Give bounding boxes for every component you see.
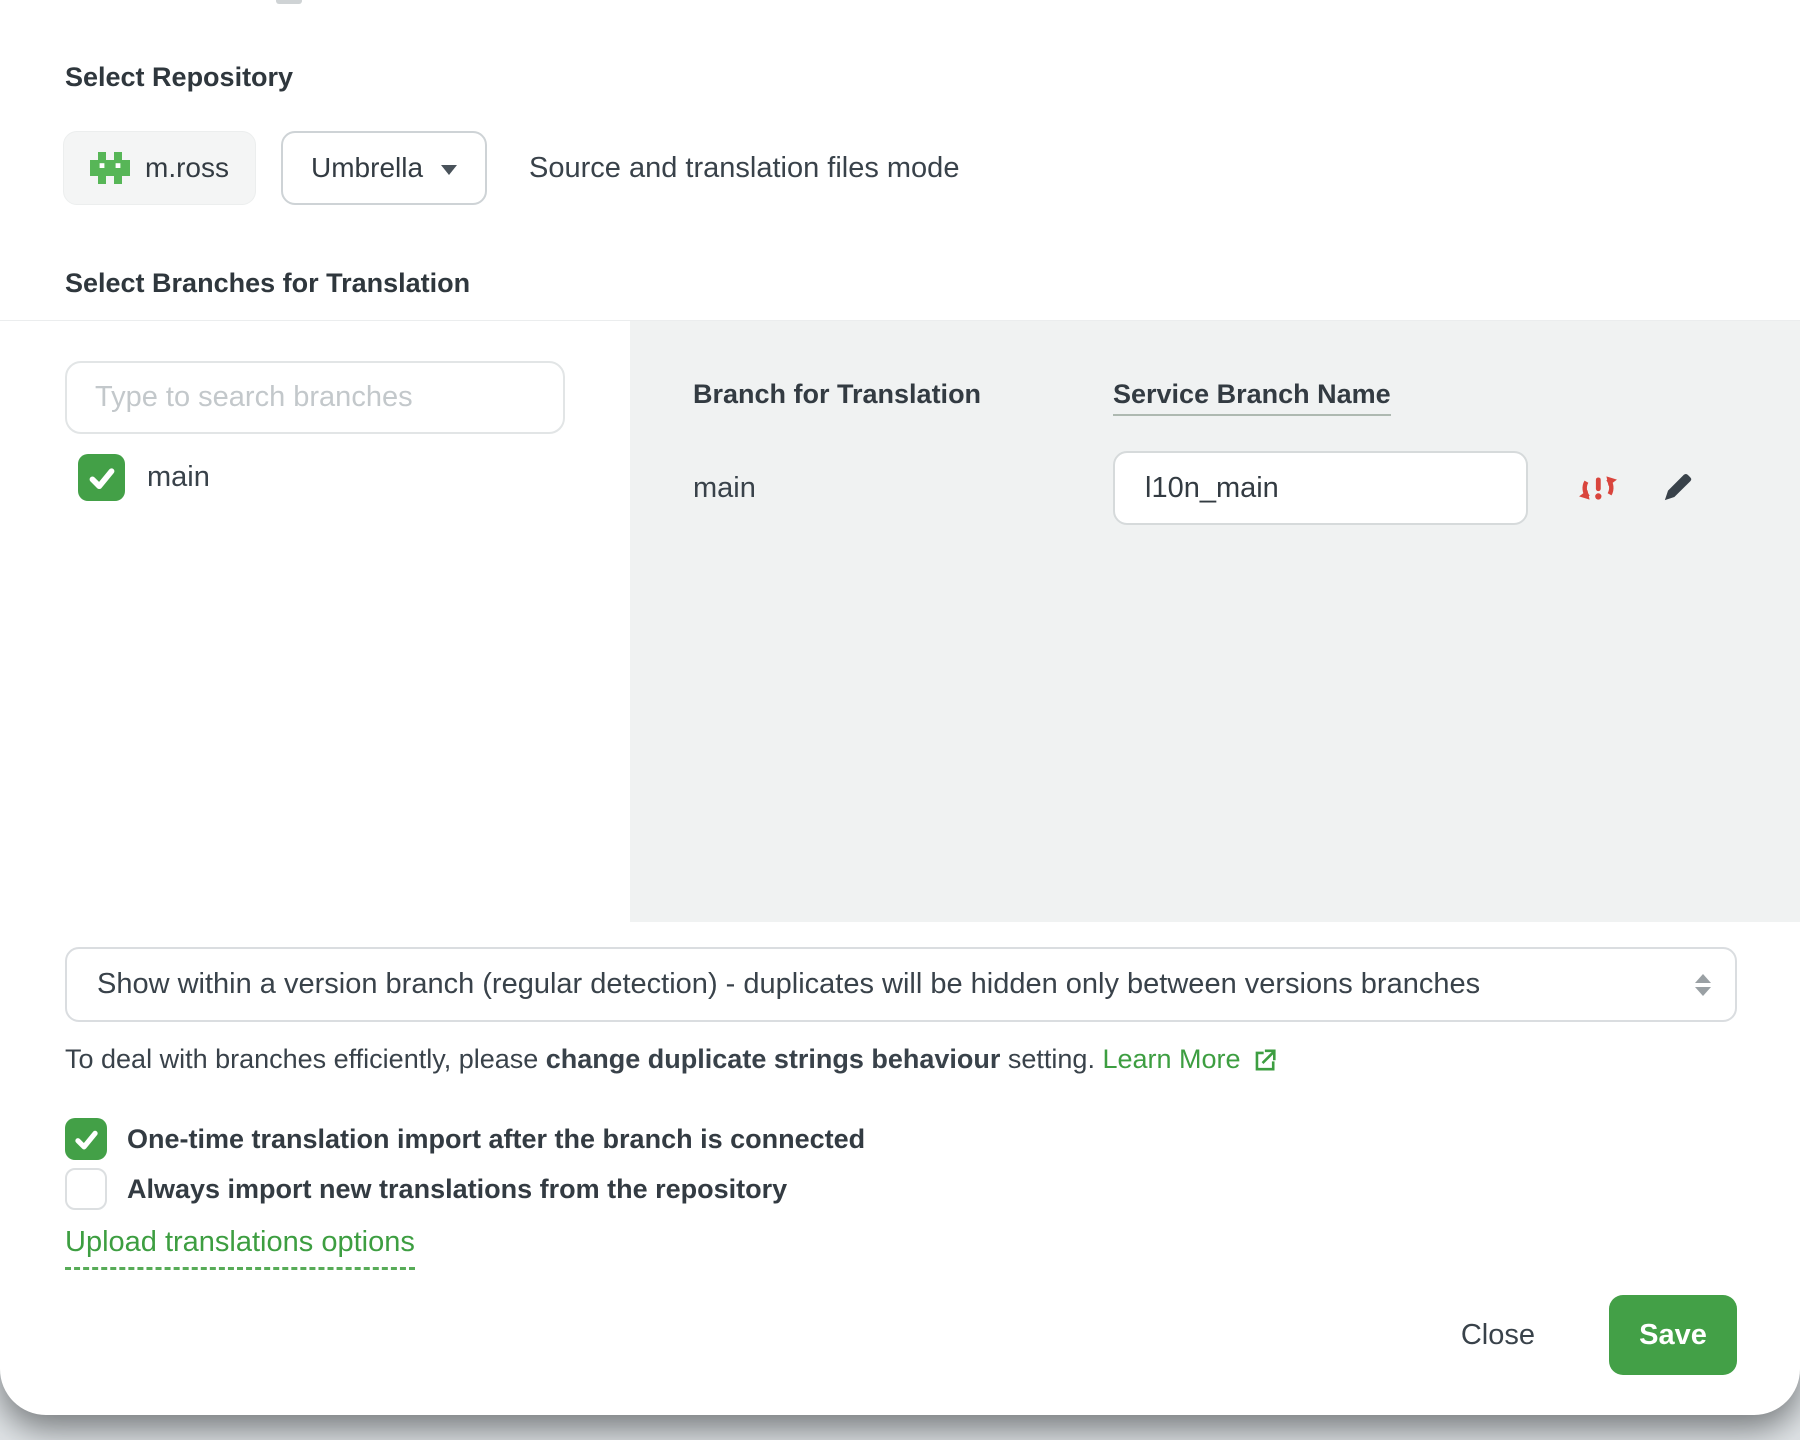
one-time-import-label: One-time translation import after the branch is connected [127,1123,866,1154]
upload-translations-options-link[interactable]: Upload translations options [65,1226,415,1270]
project-dropdown[interactable] [281,131,487,205]
branches-panel [0,320,1800,922]
learn-more-label: Learn More [1102,1044,1241,1074]
branch-list-item-main[interactable] [78,454,210,501]
checkmark-icon [73,1126,100,1153]
learn-more-link[interactable] [1102,1044,1276,1075]
duplicate-strings-select[interactable] [65,947,1737,1022]
repository-identicon-icon [90,151,130,185]
select-repository-heading: Select Repository [65,62,294,92]
one-time-import-option[interactable] [65,1118,865,1160]
checkmark-icon [87,463,117,493]
scrolled-element-remnant [276,0,302,4]
row-actions [1578,468,1696,508]
one-time-import-checkbox-checked[interactable] [65,1118,107,1160]
select-branches-heading: Select Branches for Translation [65,268,471,298]
project-dropdown-value: Umbrella [311,152,424,183]
dialog-footer [1443,1295,1737,1375]
edit-service-branch-button[interactable] [1658,469,1696,507]
pencil-icon [1658,469,1696,507]
service-branch-name-input[interactable] [1113,451,1528,525]
always-import-option[interactable] [65,1168,787,1210]
service-branch-name-header: Service Branch Name [1113,379,1391,416]
external-link-icon [1251,1047,1277,1073]
branch-list-pane [0,321,630,922]
branch-search-input[interactable] [65,361,565,434]
branch-name-label: main [147,461,210,493]
repository-account-label: m.ross [145,152,229,183]
chevron-down-icon [441,165,457,175]
files-mode-text: Source and translation files mode [529,151,960,184]
service-branch-row [693,451,1760,525]
branch-checkbox-checked[interactable] [78,454,125,501]
always-import-checkbox-unchecked[interactable] [65,1168,107,1210]
help-suffix: setting. [1000,1044,1103,1074]
always-import-label: Always import new translations from the repository [127,1173,788,1204]
repository-row [63,131,959,205]
help-bold: change duplicate strings behaviour [545,1044,1001,1074]
save-button[interactable]: Save [1609,1295,1737,1375]
select-updown-icon [1695,974,1711,996]
service-branch-pane [630,321,1800,922]
duplicate-strings-selected-value: Show within a version branch (regular detection) - duplicates will be hidden only between versions branches [97,968,1481,1000]
sync-warning-button[interactable] [1578,468,1618,508]
sync-alert-icon [1578,468,1618,508]
duplicates-help-text [65,1044,1277,1075]
service-branch-header-row [693,379,1760,416]
close-button[interactable]: Close [1443,1309,1553,1362]
help-prefix: To deal with branches efficiently, please [65,1044,546,1074]
row-branch-name: main [693,471,756,504]
repository-account-button[interactable] [63,131,256,205]
branch-for-translation-header: Branch for Translation [693,379,982,409]
